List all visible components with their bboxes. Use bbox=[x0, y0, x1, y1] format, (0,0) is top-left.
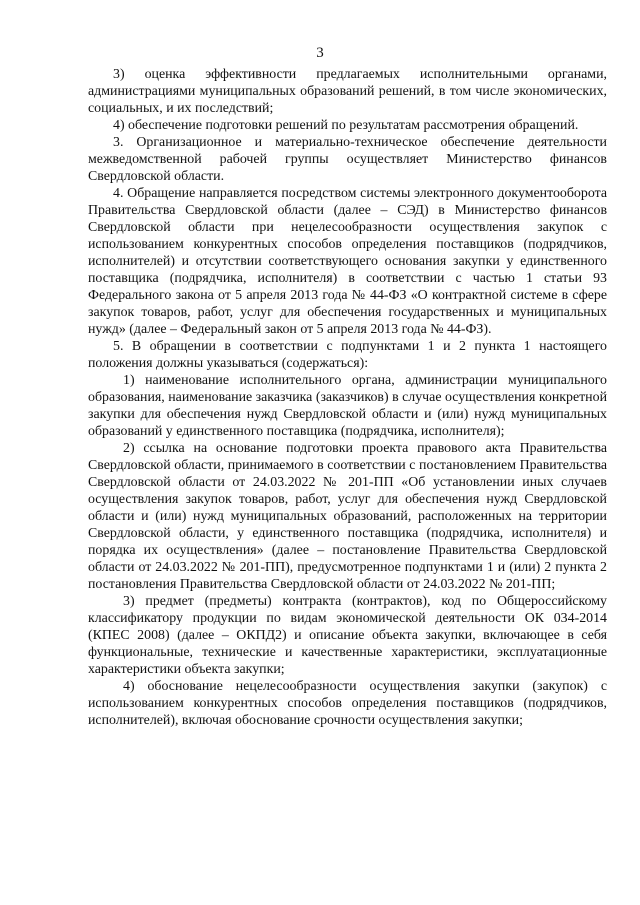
paragraph-subitem-1: 1) наименование исполнительного органа, администрации муниципального образования, наименование заказчика (заказчиков) в случае осуществления конкретной закупки для обеспечения нужд Свердловской области и (или) нужд муниципальных образований у единственного поставщика (подрядчика, исполнителя); bbox=[88, 373, 607, 439]
paragraph-section-5: 5. В обращении в соответствии с подпунктами 1 и 2 пункта 1 настоящего положения должны указываться (содержаться): bbox=[88, 339, 607, 371]
paragraph-subitem-3: 3) предмет (предметы) контракта (контрактов), код по Общероссийскому классификатору продукции по видам экономической деятельности ОК 034-2014 (КПЕС 2008) (далее – ОКПД2) и описание объекта закупки, включающее в себя функциональные, технические и качественные характеристики, эксплуатационные характеристики объекта закупки; bbox=[88, 594, 607, 677]
paragraph-section-4: 4. Обращение направляется посредством системы электронного документооборота Правительства Свердловской области (далее – СЭД) в Министерство финансов Свердловской области при нецелесообразности осуществления закупок с использованием конкурентных способов определения поставщиков (подрядчиков, исполнителей) и отсутствии соответствующего основания закупки у единственного поставщика (подрядчика, исполнителя) в соответствии с частью 1 статьи 93 Федерального закона от 5 апреля 2013 года № 44-ФЗ «О контрактной системе в сфере закупок товаров, работ, услуг для обеспечения государственных и муниципальных нужд» (далее – Федеральный закон от 5 апреля 2013 года № 44-ФЗ). bbox=[88, 186, 607, 337]
paragraph-subitem-4: 4) обоснование нецелесообразности осуществления закупки (закупок) с использованием конкурентных способов определения поставщиков (подрядчиков, исполнителей), включая обоснование срочности осуществления закупки; bbox=[88, 679, 607, 728]
paragraph-item-3-evaluation: 3) оценка эффективности предлагаемых исполнительными органами, администрациями муниципальных образований решений, в том числе экономических, социальных, и их последствий; bbox=[88, 67, 607, 116]
paragraph-section-3: 3. Организационное и материально-техническое обеспечение деятельности межведомственной рабочей группы осуществляет Министерство финансов Свердловской области. bbox=[88, 135, 607, 184]
paragraph-item-4-decisions: 4) обеспечение подготовки решений по результатам рассмотрения обращений. bbox=[113, 118, 579, 133]
page-number: 3 bbox=[316, 45, 324, 61]
paragraph-subitem-2: 2) ссылка на основание подготовки проекта правового акта Правительства Свердловской области, принимаемого в соответствии с постановлением Правительства Свердловской области от 24.03.2022 № 201-ПП «Об установлении иных случаев осуществления закупок товаров, работ, услуг для обеспечения нужд Свердловской области и (или) нужд муниципальных образований, расположенных на территории Свердловской области, у единственного поставщика (подрядчика, исполнителя) и порядка их осуществления» (далее – постановление Правительства Свердловской области от 24.03.2022 № 201-ПП), предусмотренное подпунктами 1 и (или) 2 пункта 2 постановления Правительства Свердловской области от 24.03.2022 № 201-ПП; bbox=[88, 441, 607, 592]
document-body bbox=[88, 66, 607, 729]
